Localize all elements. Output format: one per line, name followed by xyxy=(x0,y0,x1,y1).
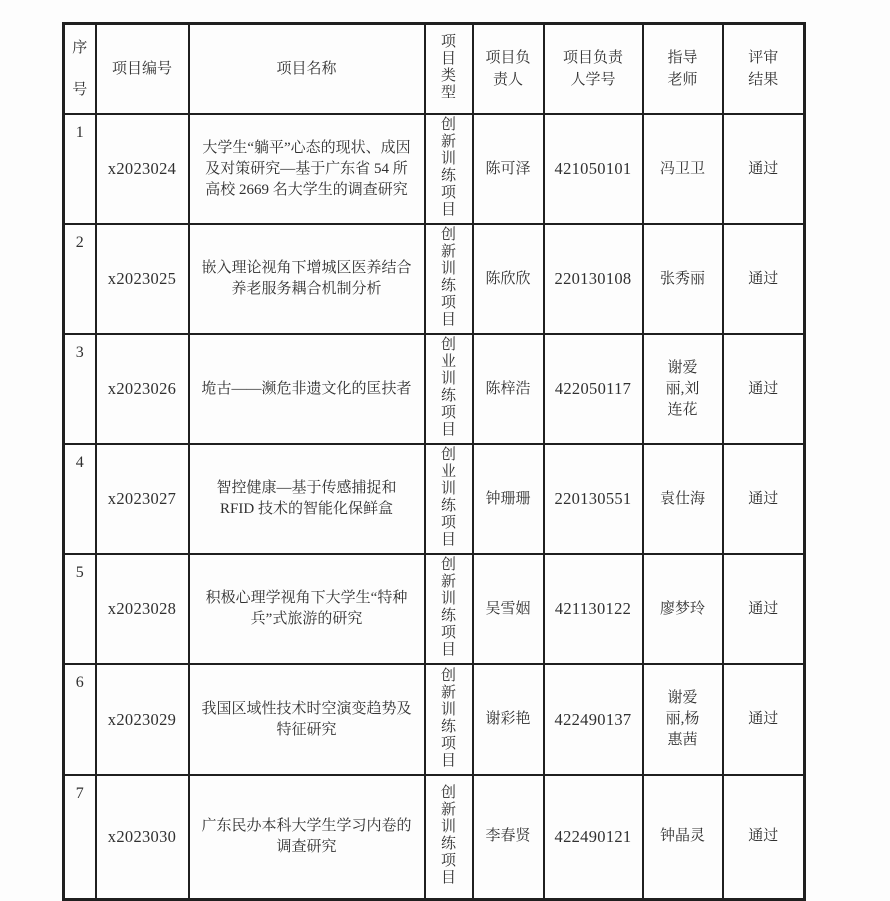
table-row xyxy=(64,554,805,664)
cell-no: 2 xyxy=(64,224,96,334)
cell-leader-id: 422490137 xyxy=(544,664,643,775)
cell-name: 积极心理学视角下大学生“特种兵”式旅游的研究 xyxy=(189,554,425,664)
cell-name: 垝古——濒危非遗文化的匡扶者 xyxy=(189,334,425,444)
cell-leader: 陈可泽 xyxy=(473,114,544,224)
header-code xyxy=(96,24,189,115)
cell-type xyxy=(425,444,473,554)
cell-code: x2023029 xyxy=(96,664,189,775)
cell-type-text: 创新训练项目 xyxy=(440,557,456,658)
table-row xyxy=(64,114,805,224)
cell-no: 1 xyxy=(64,114,96,224)
cell-advisor-text: 张秀丽 xyxy=(659,270,705,287)
cell-code: x2023025 xyxy=(96,224,189,334)
cell-leader: 李春贤 xyxy=(473,775,544,899)
cell-code: x2023028 xyxy=(96,554,189,664)
cell-advisor xyxy=(643,114,723,224)
cell-no: 5 xyxy=(64,554,96,664)
table-row xyxy=(64,224,805,334)
cell-leader-id: 421130122 xyxy=(544,554,643,664)
header-advisor-label: 指导老师 xyxy=(667,49,698,88)
cell-result: 通过 xyxy=(723,334,805,444)
cell-leader-id: 220130551 xyxy=(544,444,643,554)
cell-leader: 吴雪姻 xyxy=(473,554,544,664)
cell-leader-id: 421050101 xyxy=(544,114,643,224)
cell-code: x2023024 xyxy=(96,114,189,224)
cell-no: 7 xyxy=(64,775,96,899)
header-leader-id-label: 项目负责人学号 xyxy=(562,49,623,88)
cell-leader: 谢彩艳 xyxy=(473,664,544,775)
cell-result: 通过 xyxy=(723,554,805,664)
cell-type xyxy=(425,554,473,664)
cell-no: 3 xyxy=(64,334,96,444)
cell-advisor xyxy=(643,444,723,554)
cell-result: 通过 xyxy=(723,775,805,899)
cell-leader: 陈梓浩 xyxy=(473,334,544,444)
cell-type xyxy=(425,775,473,899)
table-row xyxy=(64,444,805,554)
cell-result: 通过 xyxy=(723,224,805,334)
cell-advisor-text: 谢爱丽,杨惠茜 xyxy=(665,690,700,748)
cell-advisor-text: 冯卫卫 xyxy=(659,160,705,177)
cell-advisor-text: 谢爱丽,刘连花 xyxy=(665,359,700,418)
cell-no: 6 xyxy=(64,664,96,775)
project-review-table xyxy=(62,22,806,901)
cell-type xyxy=(425,334,473,444)
cell-advisor xyxy=(643,554,723,664)
header-name xyxy=(189,24,425,115)
header-leader-id xyxy=(544,24,643,115)
header-type-label: 项目类型 xyxy=(440,34,456,101)
cell-type-text: 创新训练项目 xyxy=(440,784,456,886)
cell-result: 通过 xyxy=(723,114,805,224)
cell-type-text: 创新训练项目 xyxy=(440,227,456,328)
cell-name: 广东民办本科大学生学习内卷的调查研究 xyxy=(189,775,425,899)
cell-type xyxy=(425,664,473,775)
cell-code: x2023026 xyxy=(96,334,189,444)
cell-result: 通过 xyxy=(723,444,805,554)
cell-type-text: 创新训练项目 xyxy=(440,667,456,769)
cell-type xyxy=(425,114,473,224)
cell-type-text: 创业训练项目 xyxy=(440,447,456,548)
header-leader-label: 项目负责人 xyxy=(485,49,531,88)
cell-name: 大学生“躺平”心态的现状、成因及对策研究—基于广东省 54 所高校 2669 名大学生的调查研究 xyxy=(189,114,425,224)
cell-type-text: 创业训练项目 xyxy=(440,337,456,438)
cell-advisor xyxy=(643,775,723,899)
header-no-label: 序号 xyxy=(72,40,88,98)
table-row xyxy=(64,334,805,444)
table-row xyxy=(64,664,805,775)
cell-result: 通过 xyxy=(723,664,805,775)
cell-code: x2023030 xyxy=(96,775,189,899)
cell-advisor xyxy=(643,664,723,775)
cell-code: x2023027 xyxy=(96,444,189,554)
header-type xyxy=(425,24,473,115)
cell-leader-id: 422050117 xyxy=(544,334,643,444)
cell-leader-id: 220130108 xyxy=(544,224,643,334)
header-name-label: 项目名称 xyxy=(276,60,337,77)
cell-advisor-text: 廖梦玲 xyxy=(659,600,705,617)
header-advisor xyxy=(643,24,723,115)
header-result xyxy=(723,24,805,115)
cell-name: 我国区域性技术时空演变趋势及特征研究 xyxy=(189,664,425,775)
cell-type xyxy=(425,224,473,334)
cell-advisor xyxy=(643,224,723,334)
header-no xyxy=(64,24,96,115)
header-leader xyxy=(473,24,544,115)
cell-no: 4 xyxy=(64,444,96,554)
cell-type-text: 创新训练项目 xyxy=(440,117,456,218)
table-row xyxy=(64,775,805,899)
header-result-label: 评审结果 xyxy=(748,49,779,88)
cell-name: 智控健康—基于传感捕捉和 RFID 技术的智能化保鲜盒 xyxy=(189,444,425,554)
cell-name: 嵌入理论视角下增城区医养结合养老服务耦合机制分析 xyxy=(189,224,425,334)
cell-leader: 钟珊珊 xyxy=(473,444,544,554)
cell-leader: 陈欣欣 xyxy=(473,224,544,334)
cell-leader-id: 422490121 xyxy=(544,775,643,899)
cell-advisor-text: 钟晶灵 xyxy=(659,828,705,845)
header-row xyxy=(64,24,805,115)
cell-advisor xyxy=(643,334,723,444)
cell-advisor-text: 袁仕海 xyxy=(659,490,705,507)
header-code-label: 项目编号 xyxy=(111,60,172,77)
